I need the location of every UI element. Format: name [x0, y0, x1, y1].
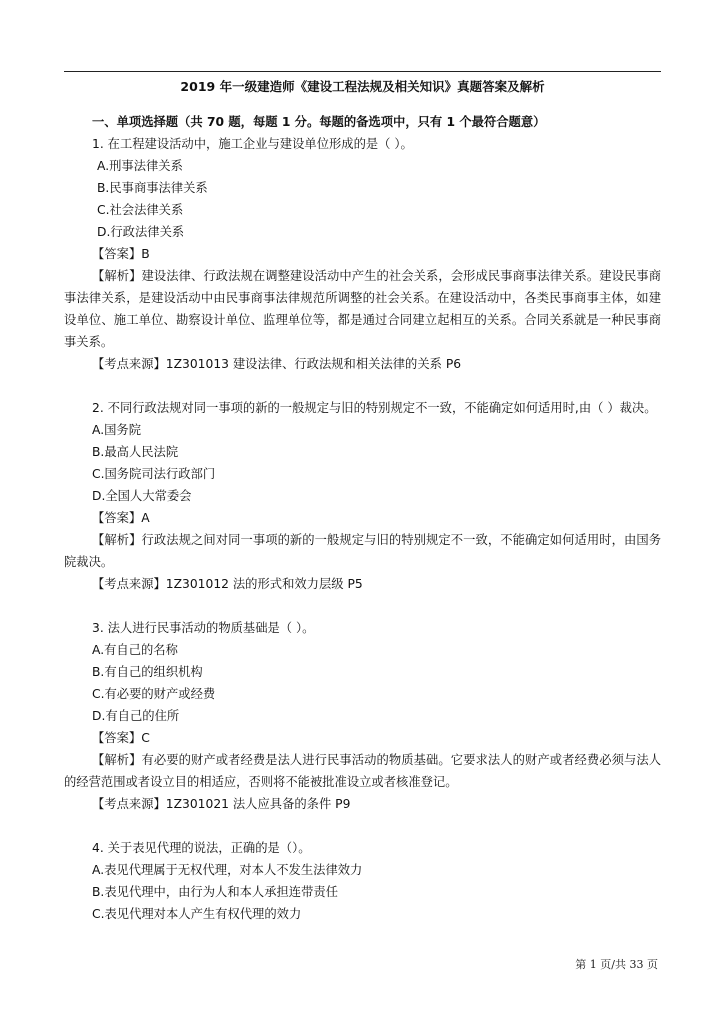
- question-option: C.表见代理对本人产生有权代理的效力: [92, 907, 302, 921]
- analysis-text: 【解析】建设法律、行政法规在调整建设活动中产生的社会关系，会形成民事商事法律关系。建设民事商事法律关系，是建设活动中由民事商事法律规范所调整的社会关系。在建设活动中，各类民事商事主体，如建设单位、施工单位、勘察设计单位、监理单位等，都是通过合同建立起相互的关系。合同关系就是一种民事商事关系。: [64, 269, 661, 349]
- question-stem: 3. 法人进行民事活动的物质基础是（ ）。: [92, 621, 315, 635]
- question-option: B.最高人民法院: [92, 445, 179, 459]
- question-option: C.有必要的财产或经费: [92, 687, 216, 701]
- question-option: C.社会法律关系: [97, 203, 184, 217]
- question-option: B.民事商事法律关系: [97, 181, 208, 195]
- question-option: B.有自己的组织机构: [92, 665, 203, 679]
- source-reference: 【考点来源】1Z301013 建设法律、行政法规和相关法律的关系 P6: [92, 357, 462, 371]
- header-rule: [64, 71, 661, 72]
- answer-label: 【答案】C: [92, 731, 150, 745]
- analysis-text: 【解析】有必要的财产或者经费是法人进行民事活动的物质基础。它要求法人的财产或者经费必须与法人的经营范围或者设立目的相适应，否则将不能被批准设立或者核准登记。: [64, 753, 661, 789]
- analysis-text: 【解析】行政法规之间对同一事项的新的一般规定与旧的特别规定不一致，不能确定如何适用时，由国务院裁决。: [64, 533, 661, 569]
- question-option: A.国务院: [92, 423, 141, 437]
- question-option: A.表见代理属于无权代理，对本人不发生法律效力: [92, 863, 363, 877]
- question-option: B.表见代理中，由行为人和本人承担连带责任: [92, 885, 338, 899]
- source-reference: 【考点来源】1Z301012 法的形式和效力层级 P5: [92, 577, 363, 591]
- source-reference: 【考点来源】1Z301021 法人应具备的条件 P9: [92, 797, 351, 811]
- question-option: D.全国人大常委会: [92, 489, 192, 503]
- question-option: A.刑事法律关系: [97, 159, 183, 173]
- answer-label: 【答案】A: [92, 511, 150, 525]
- question-stem: 4. 关于表见代理的说法，正确的是（）。: [92, 841, 311, 855]
- question-stem: 2. 不同行政法规对同一事项的新的一般规定与旧的特别规定不一致，不能确定如何适用时,由（ ）裁决。: [92, 401, 657, 415]
- question-stem: 1. 在工程建设活动中，施工企业与建设单位形成的是（ ）。: [92, 137, 413, 151]
- section-heading: 一、单项选择题（共 70 题，每题 1 分。每题的备选项中，只有 1 个最符合题意）: [92, 115, 546, 129]
- document-title: 2019 年一级建造师《建设工程法规及相关知识》真题答案及解析: [180, 79, 545, 94]
- document-body: [64, 111, 661, 925]
- page-number: 第 1 页/共 33 页: [575, 958, 658, 971]
- question-option: C.国务院司法行政部门: [92, 467, 216, 481]
- question-option: D.行政法律关系: [97, 225, 185, 239]
- question-option: A.有自己的名称: [92, 643, 178, 657]
- answer-label: 【答案】B: [92, 247, 150, 261]
- question-option: D.有自己的住所: [92, 709, 180, 723]
